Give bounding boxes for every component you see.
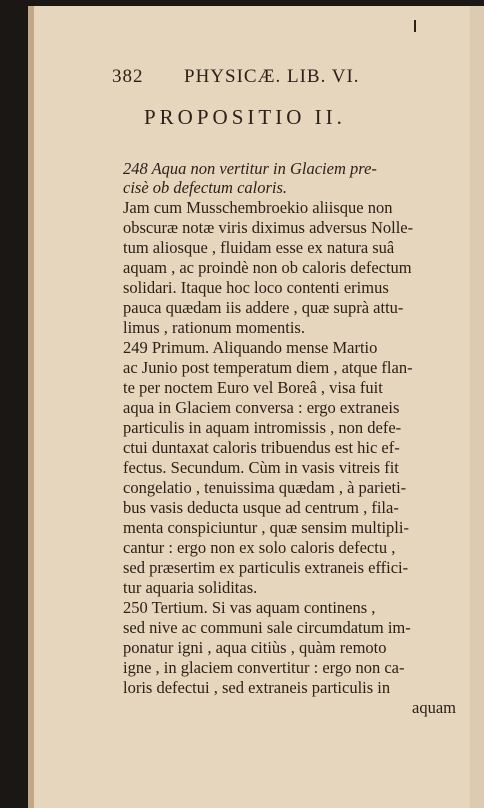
body-line: 248 Aqua non vertitur in Glaciem pre- <box>123 159 377 178</box>
body-line: 250 Tertium. Si vas aquam continens , <box>123 598 376 617</box>
body-line: loris defectui , sed extraneis particulis in <box>123 678 391 697</box>
body-line: solidari. Itaque hoc loco contenti erimus <box>123 278 389 297</box>
body-line: sed præsertim ex particulis extraneis effici- <box>123 558 409 577</box>
body-line: ac Junio post temperatum diem , atque flan- <box>123 358 413 377</box>
body-line: tur aquaria soliditas. <box>123 578 258 597</box>
page-gutter <box>28 6 34 808</box>
body-line: bus vasis deducta usque ad centrum , fila- <box>123 498 399 517</box>
body-line: igne , in glaciem convertitur : ergo non ca- <box>123 658 405 677</box>
body-line: aqua in Glaciem conversa : ergo extraneis <box>123 398 400 417</box>
page-header <box>112 66 412 90</box>
body-line: tum aliosque , fluidam esse ex natura suâ <box>123 238 395 257</box>
proposition-title: PROPOSITIO II. <box>144 105 346 129</box>
body-line: limus , rationum momentis. <box>123 318 305 337</box>
body-line: pauca quædam iis addere , quæ suprà attu- <box>123 298 404 317</box>
body-line: fectus. Secundum. Cùm in vasis vitreis fit <box>123 458 399 477</box>
body-line: sed nive ac communi sale circumdatum im- <box>123 618 411 637</box>
body-line: particulis in aquam intromissis , non defe- <box>123 418 402 437</box>
body-line: 249 Primum. Aliquando mense Martio <box>123 338 378 357</box>
body-line: cantur : ergo non ex solo caloris defectu , <box>123 538 396 557</box>
margin-mark <box>414 20 416 32</box>
body-line: cisè ob defectum caloris. <box>123 178 288 197</box>
page-edge <box>470 6 484 808</box>
book-page <box>28 6 484 808</box>
body-line: obscuræ notæ viris diximus adversus Nolle- <box>123 218 414 237</box>
body-line: Jam cum Musschembroekio aliisque non <box>123 198 393 217</box>
body-line: ctui duntaxat caloris tribuendus est hic ef- <box>123 438 400 457</box>
catchword: aquam <box>412 698 456 717</box>
running-head: PHYSICÆ. LIB. VI. <box>184 66 360 87</box>
body-line: congelatio , tenuissima quædam , à parieti- <box>123 478 407 497</box>
body-line: ponatur igni , aqua citiùs , quàm remoto <box>123 638 387 657</box>
body-line: aquam , ac proindè non ob caloris defectum <box>123 258 412 277</box>
body-line: te per noctem Euro vel Boreâ , visa fuit <box>123 378 383 397</box>
page-number: 382 <box>112 66 144 87</box>
body-line: menta conspiciuntur , quæ sensim multipli- <box>123 518 409 537</box>
